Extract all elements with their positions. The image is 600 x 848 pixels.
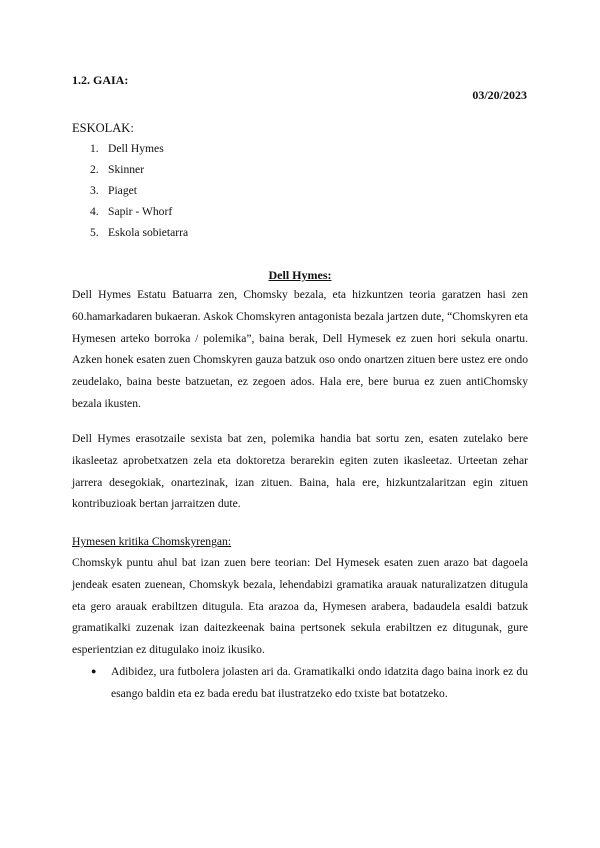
- list-item: [90, 163, 188, 184]
- list-item-label: Eskola sobietarra: [108, 226, 189, 239]
- list-item: [90, 184, 188, 205]
- list-item-label: Skinner: [108, 163, 145, 176]
- list-number: 3.: [90, 184, 99, 197]
- subsection-heading: Hymesen kritika Chomskyrengan:: [72, 535, 232, 548]
- paragraph-intro: Dell Hymes Estatu Batuarra zen, Chomsky bezala, eta hizkuntzen teoria garatzen hasi zen 60.hamarkadaren bukaeran. Askok Chomskyren antagonista bezala jartzen dute, “Chomskyren eta Hymesen arteko borroka / polemika”, baina berak, Dell Hymesek ez zuen hori sekula onartu. Azken honek esaten zuen Chomskyren gauza batzuk oso ondo onartzen zituen bere ustez ere ondo zeudelako, baina beste batzuetan, ez zegoen ados. Hala ere, bere burua ez zuen antiChomsky bezala ikusten.: [72, 288, 528, 410]
- list-number: 4.: [90, 205, 99, 218]
- list-number: 2.: [90, 163, 99, 176]
- bullet-dot-icon: ●: [91, 666, 97, 676]
- schools-heading: ESKOLAK:: [72, 121, 134, 135]
- list-item-label: Dell Hymes: [108, 142, 164, 155]
- list-number: 1.: [90, 142, 99, 155]
- list-item: [90, 142, 188, 163]
- topic-title: 1.2. GAIA:: [72, 73, 129, 87]
- paragraph-controversy: Dell Hymes erasotzaile sexista bat zen, polemika handia bat sortu zen, esaten zutelako bere ikasleetaz aprobetxatzen zela eta doktoretza berarekin egiten zuten ikasleetaz. Urteetan zehar jarrera desegokiak, onartezinak, izan zituen. Baina, hala ere, hizkuntzalaritzan egin zituen kontribuzioak bertan jarraitzen dute.: [72, 432, 528, 511]
- list-number: 5.: [90, 226, 99, 239]
- schools-list: [90, 142, 188, 247]
- list-item: [90, 205, 188, 226]
- document-date: 03/20/2023: [472, 88, 527, 102]
- paragraph-critique: Chomskyk puntu ahul bat izan zuen bere teorian: Del Hymesek esaten zuen arazo bat dagoela jendeak esaten zuenean, Chomskyk bezala, lehendabizi gramatika arauak naturalizatzen ditugula eta gero arauak erabiltzen ditugula. Eta arazoa da, Hymesen arabera, badaudela esaldi batzuk gramatikalki zuzenak izan daitezkeenak baina pertsonek sekula erabiltzen ez ditugunak, gure esperientzian ez ditugulako inoiz ikusiko.: [72, 556, 528, 657]
- list-item: [90, 226, 188, 247]
- bullet-item: [91, 661, 528, 705]
- list-item-label: Piaget: [108, 184, 137, 197]
- section-title: Dell Hymes:: [268, 268, 332, 282]
- list-item-label: Sapir - Whorf: [108, 205, 173, 218]
- bullet-text: Adibidez, ura futbolera jolasten ari da. Gramatikalki ondo idatzita dago baina inork ez du esango baldin eta ez bada eredu bat ilustratzeko edo txiste bat botatzeko.: [111, 665, 528, 700]
